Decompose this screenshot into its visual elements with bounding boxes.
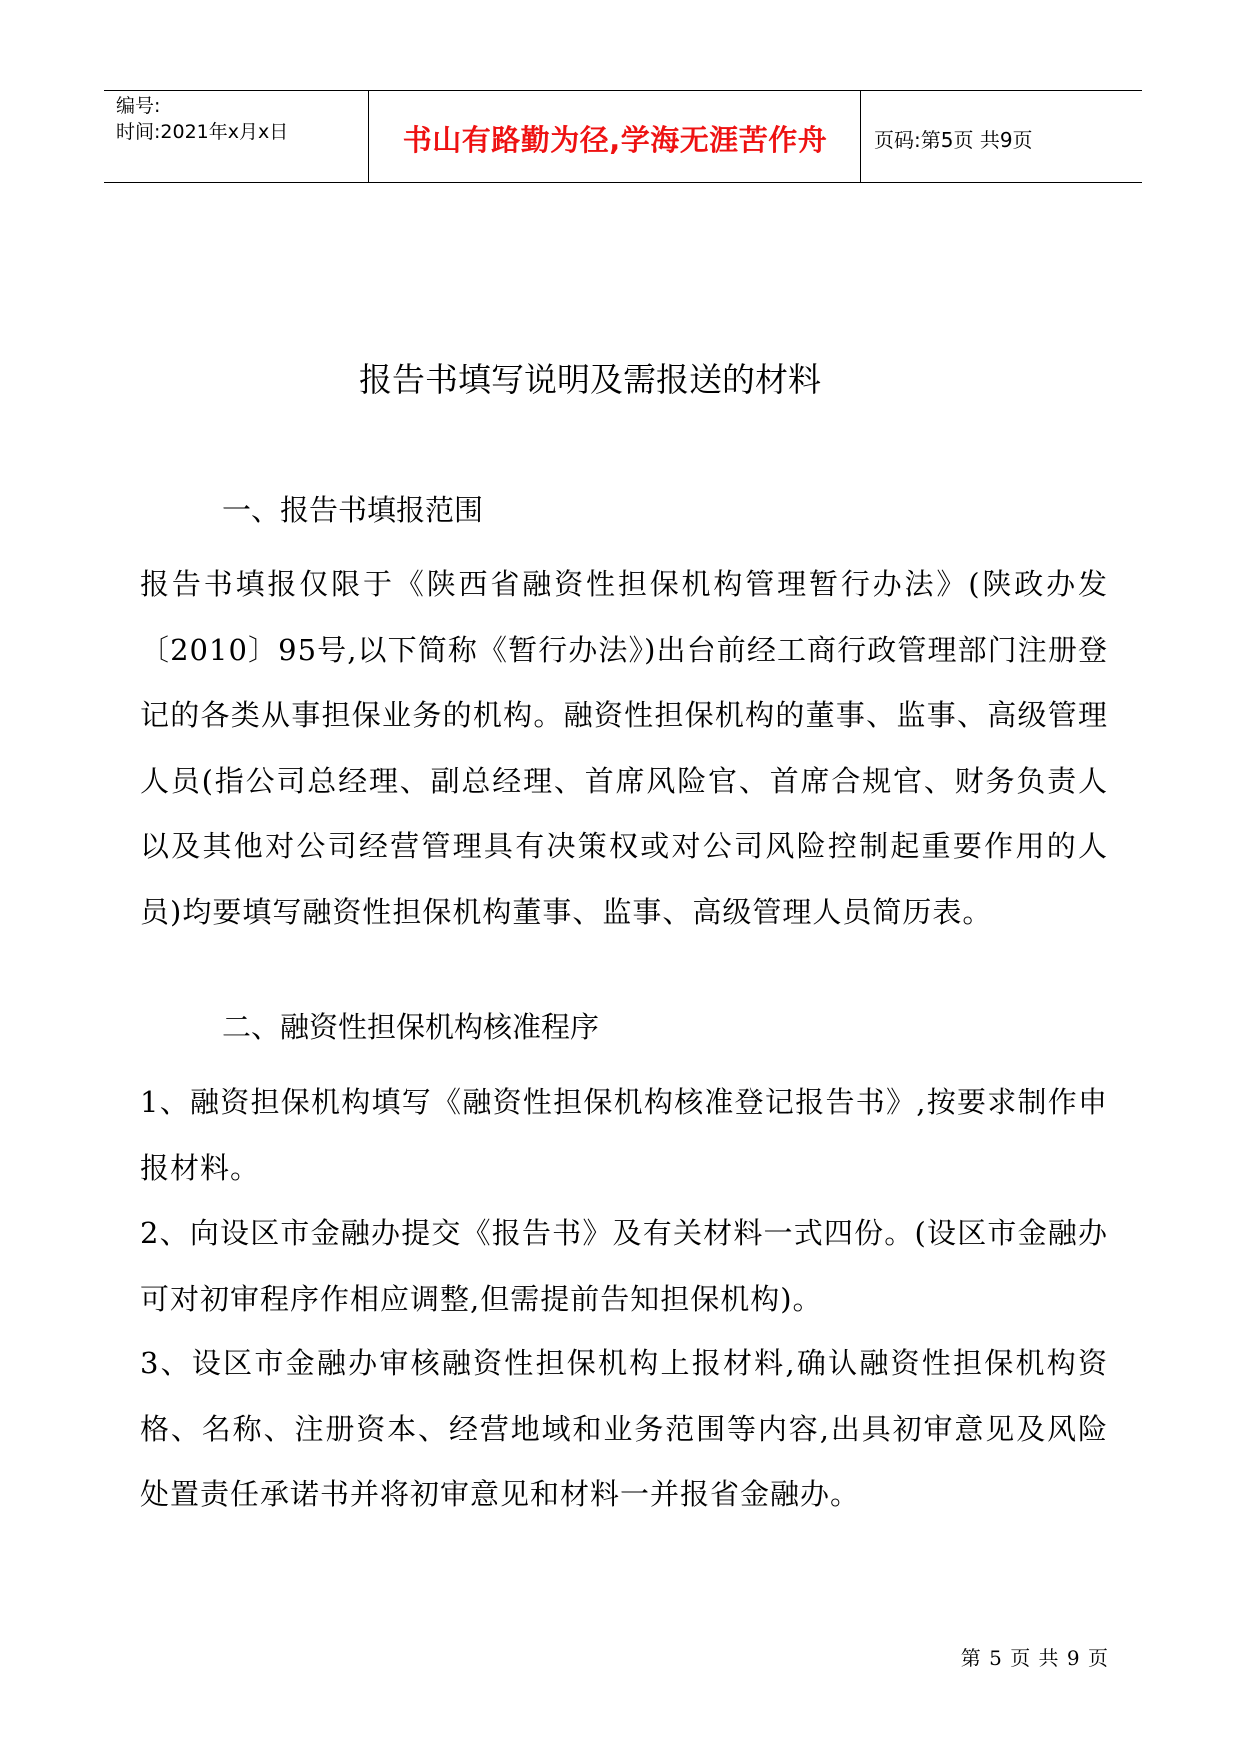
header-page-label: 页码:第5页 共9页 xyxy=(874,128,1033,152)
procedure-step-2-text: 2、向设区市金融办提交《报告书》及有关材料一式四份。(设区市金融办可对初审程序作相应调整,但需提前告知担保机构)。 xyxy=(140,1216,1108,1316)
document-title: 报告书填写说明及需报送的材料 xyxy=(359,360,821,399)
header-divider-right xyxy=(860,90,861,182)
header-top-rule xyxy=(104,90,1142,91)
section-heading-scope: 一、报告书填报范围 xyxy=(222,493,484,527)
header-bottom-rule xyxy=(104,182,1142,183)
section-heading-procedure: 二、融资性担保机构核准程序 xyxy=(222,1010,600,1044)
header-time-label: 时间:2021年x月x日 xyxy=(116,121,289,143)
procedure-step-3-text: 3、设区市金融办审核融资性担保机构上报材料,确认融资性担保机构资格、名称、注册资本、经营地域和业务范围等内容,出具初审意见及风险处置责任承诺书并将初审意见和材料一并报省金融办。 xyxy=(140,1346,1108,1511)
procedure-step-1 xyxy=(140,1070,1108,1201)
footer-page-number: 第 5 页 共 9 页 xyxy=(960,1646,1109,1670)
procedure-step-2 xyxy=(140,1201,1108,1332)
procedure-step-3 xyxy=(140,1331,1108,1528)
procedure-step-1-text: 1、融资担保机构填写《融资性担保机构核准登记报告书》,按要求制作申报材料。 xyxy=(140,1085,1108,1185)
header-number-label: 编号: xyxy=(116,95,161,117)
section-body-scope-text: 报告书填报仅限于《陕西省融资性担保机构管理暂行办法》(陕政办发〔2010〕95号,以下简称《暂行办法》)出台前经工商行政管理部门注册登记的各类从事担保业务的机构。融资性担保机构的董事、监事、高级管理人员(指公司总经理、副总经理、首席风险官、首席合规官、财务负责人以及其他对公司经营管理具有决策权或对公司风险控制起重要作用的人员)均要填写融资性担保机构董事、监事、高级管理人员简历表。 xyxy=(140,567,1108,929)
section-body-scope xyxy=(140,552,1108,945)
header-divider-left xyxy=(368,90,369,182)
header-meta xyxy=(116,93,288,145)
header-motto: 书山有路勤为径,学海无涯苦作舟 xyxy=(402,123,828,157)
